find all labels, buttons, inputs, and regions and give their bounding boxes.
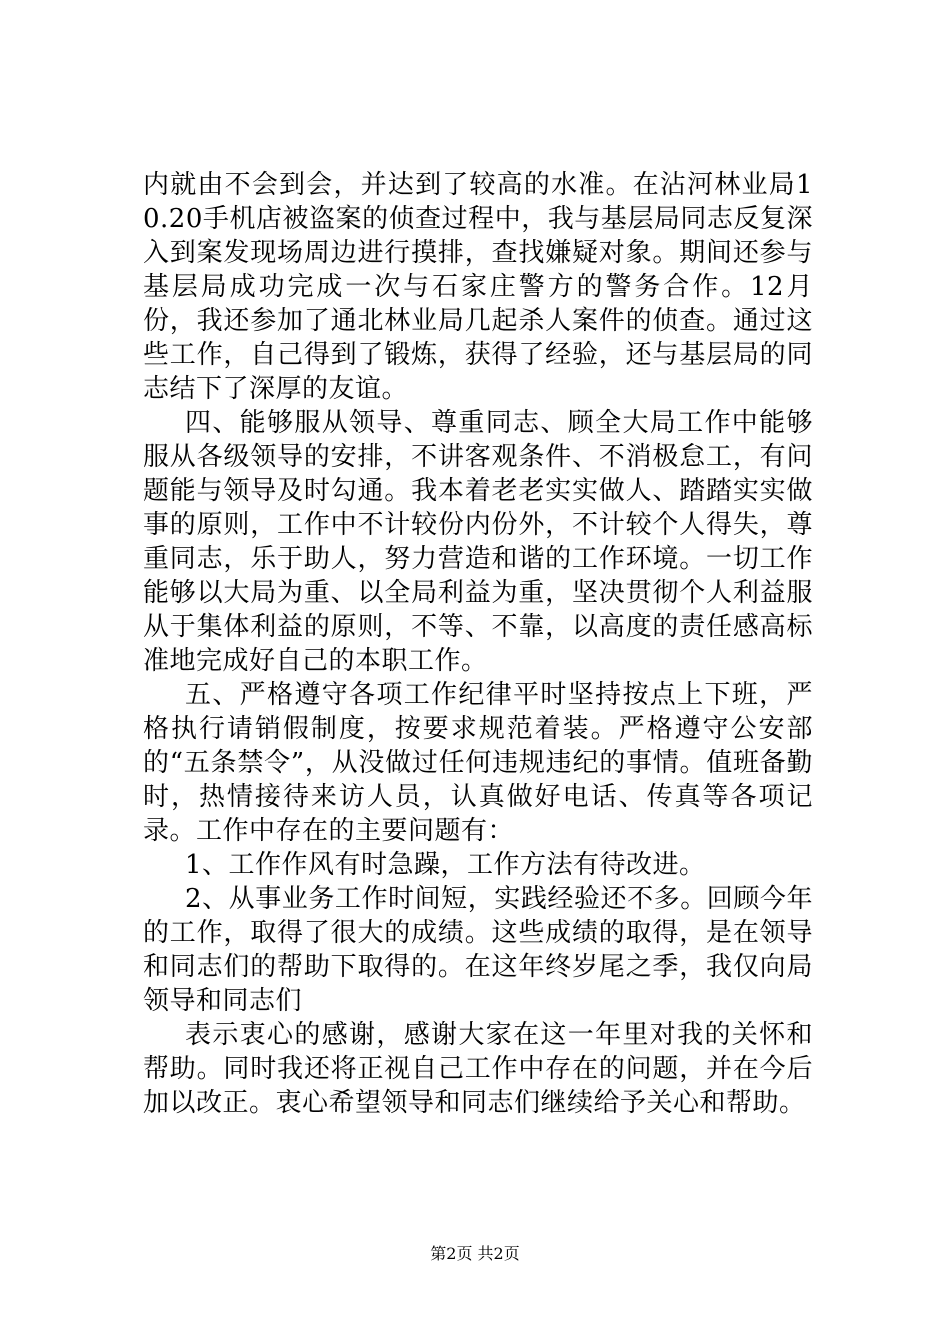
page-footer: 第2页 共2页 xyxy=(430,1244,520,1263)
paragraph-1: 内就由不会到会，并达到了较高的水准。在沾河林业局10.20手机店被盗案的侦查过程中，我与基层局同志反复深入到案发现场周边进行摸排，查找嫌疑对象。期间还参与基层局成功完成一次与石家庄警方的警务合作。12月份，我还参加了通北林业局几起杀人案件的侦查。通过这些工作，自己得到了锻炼，获得了经验，还与基层局的同志结下了深厚的友谊。 xyxy=(143,170,813,404)
paragraph-6: 表示衷心的感谢，感谢大家在这一年里对我的关怀和帮助。同时我还将正视自己工作中存在的问题，并在今后加以改正。衷心希望领导和同志们继续给予关心和帮助。 xyxy=(143,1020,813,1118)
paragraph-3: 五、严格遵守各项工作纪律平时坚持按点上下班，严格执行请销假制度，按要求规范着装。严格遵守公安部的“五条禁令”，从没做过任何违规违纪的事情。值班备勤时，热情接待来访人员，认真做好电话、传真等各项记录。工作中存在的主要问题有： xyxy=(143,680,813,846)
paragraph-4: 1、工作作风有时急躁，工作方法有待改进。 xyxy=(185,850,706,880)
paragraph-5: 2、从事业务工作时间短，实践经验还不多。回顾今年的工作，取得了很大的成绩。这些成绩的取得，是在领导和同志们的帮助下取得的。在这年终岁尾之季，我仅向局领导和同志们 xyxy=(143,884,813,1016)
paragraph-2: 四、能够服从领导、尊重同志、顾全大局工作中能够服从各级领导的安排，不讲客观条件、不消极怠工，有问题能与领导及时勾通。我本着老老实实做人、踏踏实实做事的原则，工作中不计较份内份外，不计较个人得失，尊重同志，乐于助人，努力营造和谐的工作环境。一切工作能够以大局为重、以全局利益为重，坚决贯彻个人利益服从于集体利益的原则，不等、不靠，以高度的责任感高标准地完成好自己的本职工作。 xyxy=(143,408,813,676)
body-text xyxy=(143,168,813,1120)
